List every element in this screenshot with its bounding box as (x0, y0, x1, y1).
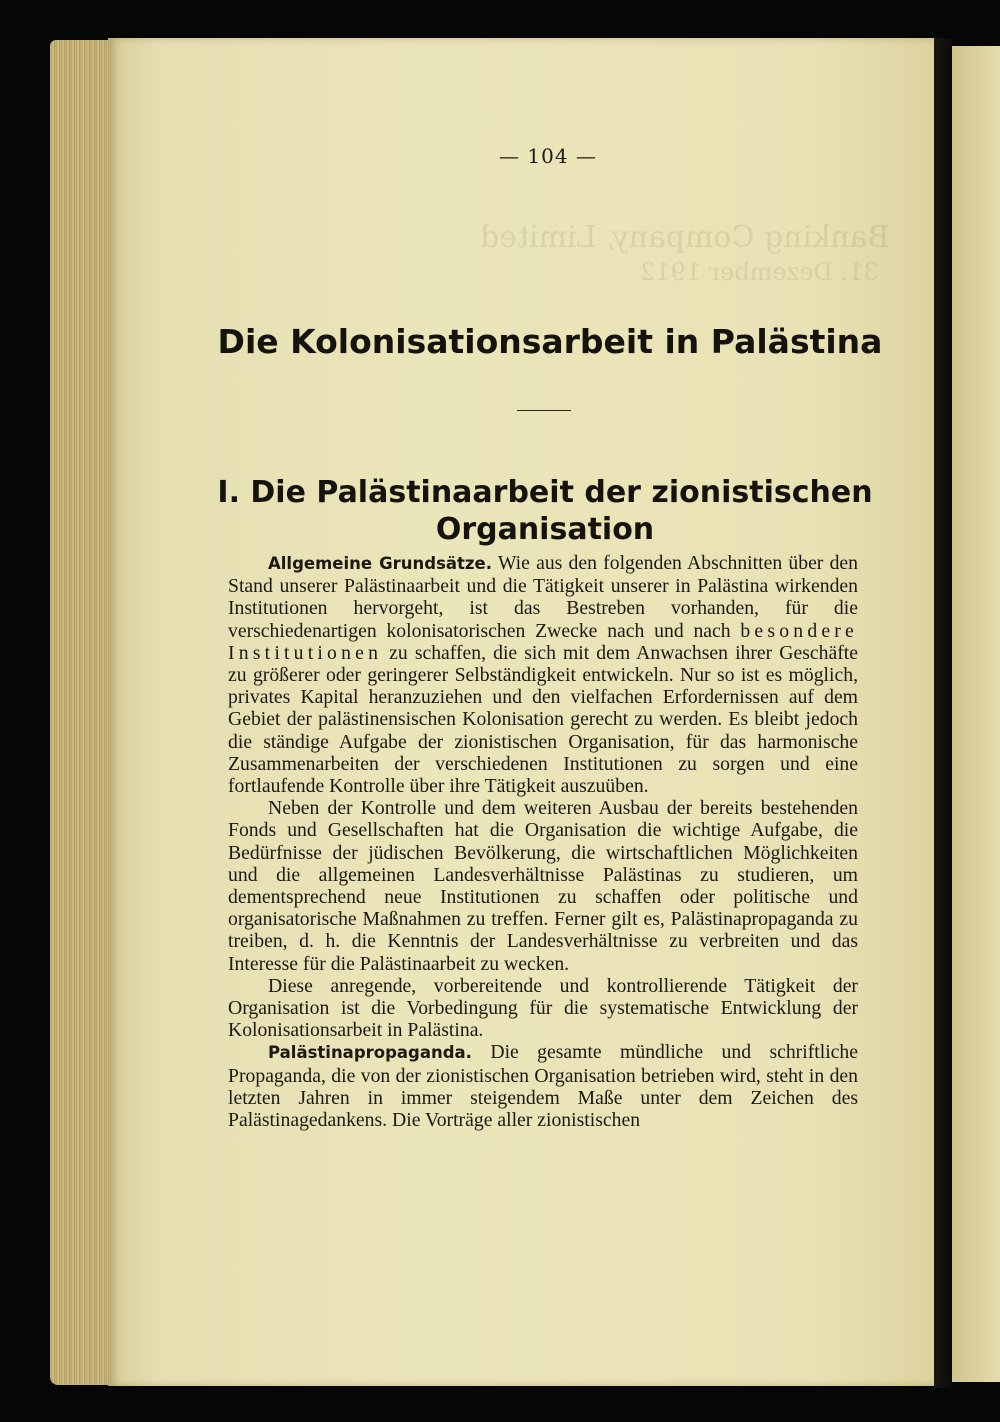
paragraph-text: zu schaffen, die sich mit dem Anwachsen ihrer Geschäfte zu größerer oder geringerer Selbständigkeit entwickeln. Nur so ist es möglich, privates Kapital heranzuziehen und den vielfachen Erfordernissen auf dem Gebiet der palästinensischen Kolonisation gerecht zu werden. Es bleibt jedoch die ständige Aufgabe der zionistischen Organisation, für das harmonische Zusammenarbeiten der verschiedenen Institutionen zu sorgen und eine fortlaufende Kontrolle über ihre Tätigkeit auszuüben. (228, 641, 858, 798)
title-divider (517, 410, 571, 411)
paragraph-vorbedingung: Diese anregende, vorbereitende und kontrollierende Tätigkeit der Organisation ist die Vorbedingung für die systematische Entwicklung der Kolonisationsarbeit in Palästina. (228, 974, 858, 1042)
paragraph-allgemeine-grundsaetze (228, 552, 858, 797)
paragraph-lead: Allgemeine Grundsätze. (268, 554, 492, 573)
spaced-emphasis: besondere Institutionen (228, 619, 858, 664)
paragraph-text: Wie aus den folgenden Abschnitten über den Stand unserer Palästinaarbeit und die Tätigkeit unserer in Palästina wirkenden Institutionen hervorgeht, ist das Bestreben vorhanden, für die verschiedenartigen kolonisatorischen Zwecke nach und nach (228, 552, 859, 642)
paragraph-text: Die gesamte mündliche und schriftliche Propaganda, die von der zionistischen Organisation betrieben wird, steht in den letzten Jahren in immer steigendem Maße unter dem Zeichen des Palästinagedankens. Die Vorträge aller zionistischen (228, 1041, 858, 1132)
section-heading-line-1: I. Die Palästinaarbeit der zionistischen (217, 475, 873, 510)
bleed-through-line-1: Banking Company, Limited (480, 220, 890, 255)
page-number: — 104 — (499, 144, 597, 168)
chapter-title: Die Kolonisationsarbeit in Palästina (217, 322, 883, 361)
section-heading (215, 474, 875, 548)
paragraph-palaestinapropaganda (228, 1041, 858, 1131)
paragraph-kontrolle: Neben der Kontrolle und dem weiteren Ausbau der bereits bestehenden Fonds und Gesellschaften hat die Organisation die wichtige Aufgabe, die Bedürfnisse der jüdischen Bevölkerung, die wirtschaftlichen Möglichkeiten und die allgemeinen Landesverhältnisse Palästinas zu studieren, um dementsprechend neue Institutionen zu schaffen oder politische und organisatorische Maßnahmen zu treffen. Ferner gilt es, Palästinapropaganda zu treiben, d. h. die Kenntnis der Landesverhältnisse zu verbreiten und das Interesse für die Palästinaarbeit zu wecken. (228, 797, 858, 975)
facing-page-edge (952, 46, 1000, 1382)
body-text (228, 552, 858, 1131)
stacked-page-edges (50, 40, 116, 1385)
paragraph-lead: Palästinapropaganda. (268, 1043, 472, 1063)
section-heading-line-2: Organisation (435, 512, 655, 547)
bleed-through-line-2: 31. Dezember 1912 (640, 258, 879, 286)
book-gutter (934, 38, 952, 1388)
